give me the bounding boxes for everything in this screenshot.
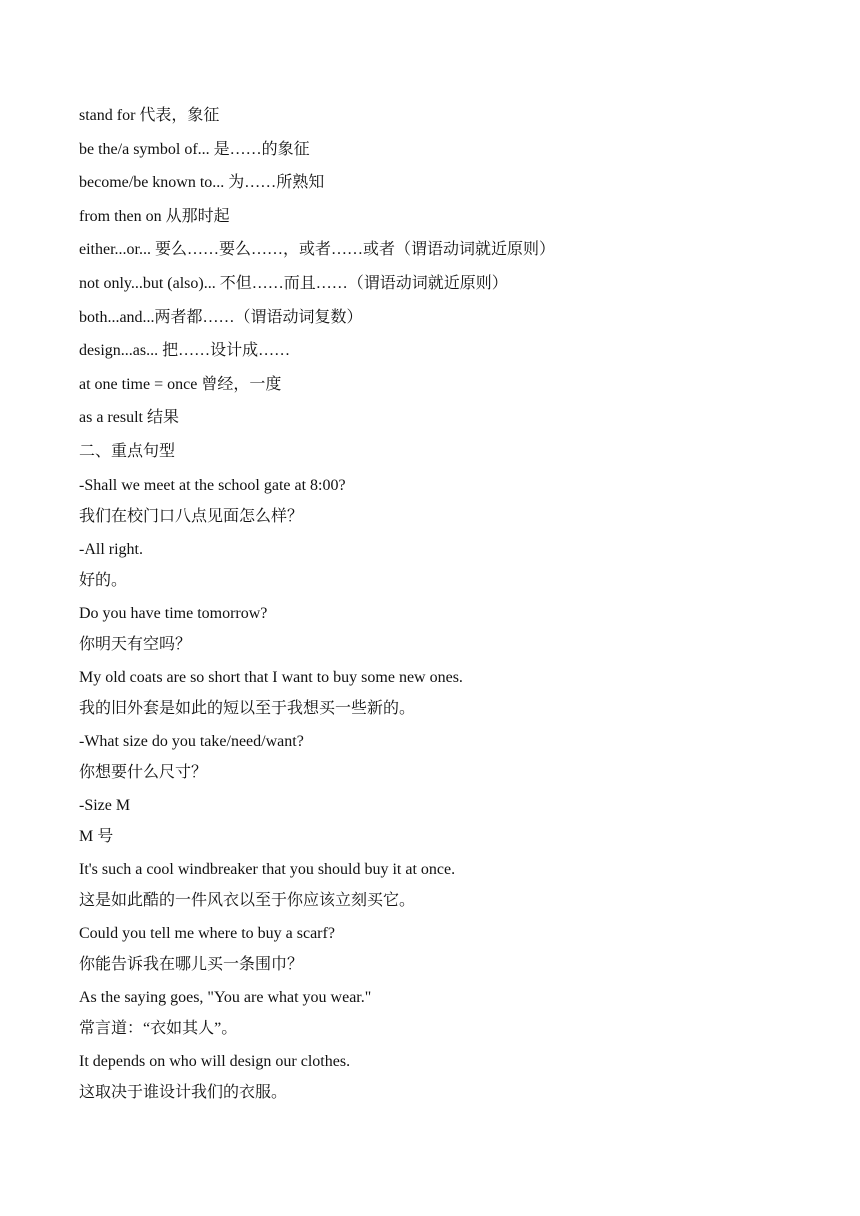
sentence-chinese: 我的旧外套是如此的短以至于我想买一些新的。 — [79, 699, 416, 717]
sentence-chinese: 你想要什么尺寸？ — [79, 763, 208, 781]
sentence-chinese: 这取决于谁设计我们的衣服。 — [79, 1083, 288, 1101]
sentence-chinese: 好的。 — [79, 571, 128, 589]
phrase-line: either...or... 要么……要么……，或者……或者（谓语动词就近原则） — [79, 241, 555, 259]
sentence-english: -All right. — [79, 540, 143, 558]
sentence-english: My old coats are so short that I want to buy some new ones. — [79, 668, 463, 686]
sentence-english: Could you tell me where to buy a scarf? — [79, 924, 335, 942]
sentence-chinese: M 号 — [79, 827, 114, 845]
sentence-english: It depends on who will design our clothes. — [79, 1052, 351, 1070]
phrase-line: both...and...两者都……（谓语动词复数） — [79, 308, 363, 326]
phrase-line: from then on 从那时起 — [79, 207, 230, 225]
phrase-line: stand for 代表，象征 — [79, 107, 220, 124]
phrase-line: at one time = once 曾经，一度 — [79, 375, 282, 393]
sentence-chinese: 你能告诉我在哪儿买一条围巾？ — [79, 955, 304, 973]
sentence-english: -Size M — [79, 796, 131, 814]
sentence-english: As the saying goes, "You are what you wear." — [79, 988, 372, 1006]
sentence-chinese: 这是如此酷的一件风衣以至于你应该立刻买它。 — [79, 891, 416, 909]
section-heading: 二、重点句型 — [79, 442, 176, 460]
phrase-line: become/be known to... 为……所熟知 — [79, 174, 325, 192]
sentence-english: -Shall we meet at the school gate at 8:00? — [79, 476, 346, 494]
document-body — [79, 104, 799, 1114]
phrase-line: be the/a symbol of... 是……的象征 — [79, 140, 310, 158]
sentence-english: It's such a cool windbreaker that you should buy it at once. — [79, 860, 456, 878]
sentence-chinese: 常言道：“衣如其人”。 — [79, 1019, 238, 1037]
phrase-line: design...as... 把……设计成…… — [79, 342, 291, 360]
sentence-english: Do you have time tomorrow? — [79, 604, 268, 622]
phrase-line: as a result 结果 — [79, 409, 179, 427]
sentence-chinese: 你明天有空吗？ — [79, 635, 192, 653]
sentence-english: -What size do you take/need/want? — [79, 732, 304, 750]
sentence-chinese: 我们在校门口八点见面怎么样？ — [79, 507, 304, 525]
phrase-line: not only...but (also)... 不但……而且……（谓语动词就近原则） — [79, 274, 508, 292]
